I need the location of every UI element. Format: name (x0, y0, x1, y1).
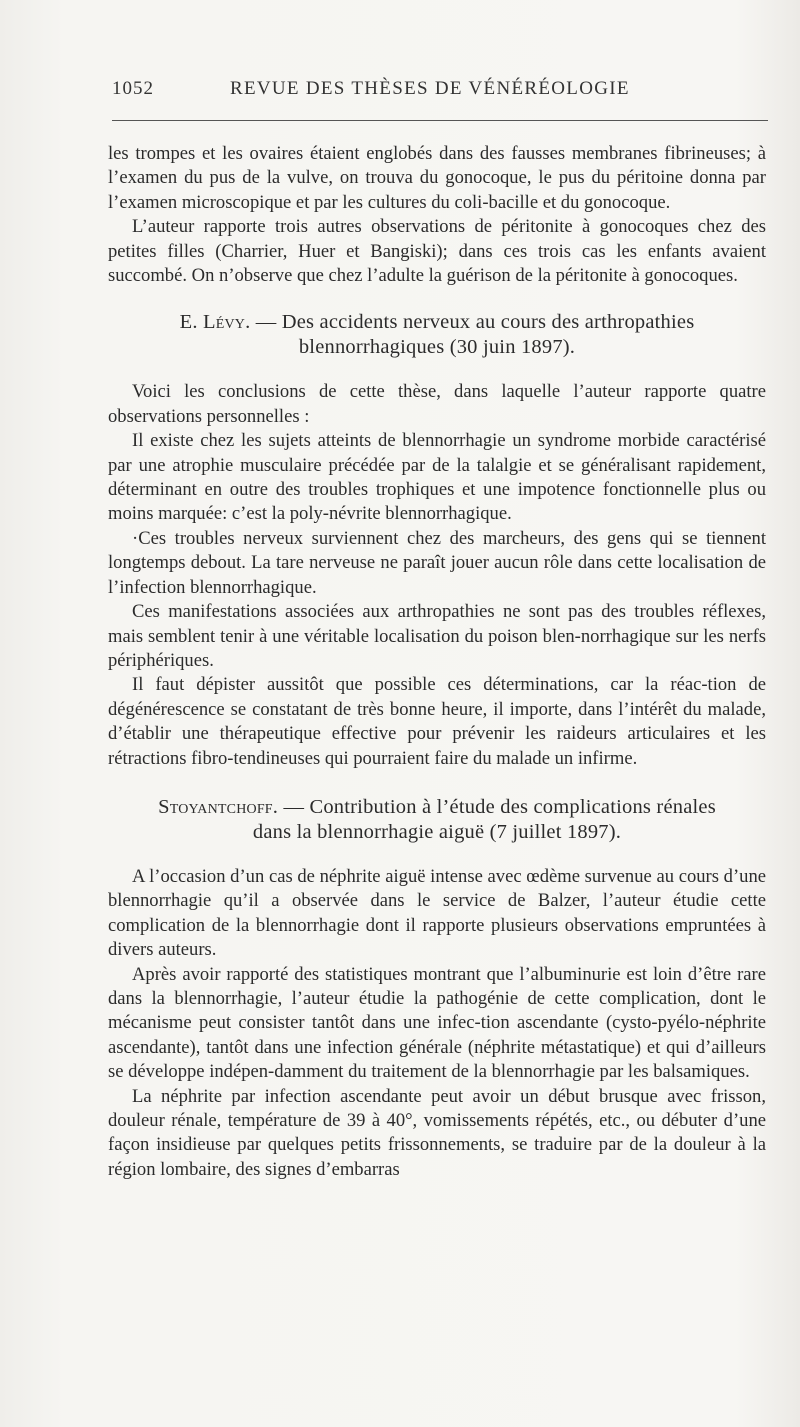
section-author: E. Lévy. (179, 311, 251, 334)
paragraph: Ces manifestations associées aux arthropathies ne sont pas des troubles réflexes, mais semblent tenir à une véritable localisation du poison blen-norrhagique sur les nerfs périphériques. (108, 601, 766, 671)
paragraph: L’auteur rapporte trois autres observations de péritonite à gonocoques chez des petites filles (Charrier, Huer et Bangiski); dans ces trois cas les enfants avaient succombé. On n’observe que chez l’adulte la guérison de la péritonite à gonocoques. (108, 216, 766, 287)
paragraph: A l’occasion d’un cas de néphrite aiguë intense avec œdème survenue au cours d’une blennorrhagie qu’il a observée dans le service de Balzer, l’auteur étudie cette complication de la blennorrhagie dont il rapporte plusieurs observations empruntées à divers auteurs. (108, 865, 766, 961)
header-rule (112, 120, 768, 121)
paragraph: La néphrite par infection ascendante peut avoir un début brusque avec frisson, douleur rénale, température de 39 à 40°, vomissements répétés, etc., ou débuter d’une façon insidieuse par quelques petits frissonnements, se traduire par de la douleur à la région lombaire, des signes d’embarras (108, 1085, 766, 1180)
section-title-line2: dans la blennorrhagie aiguë (7 juillet 1897). (252, 820, 622, 843)
section-heading-levy (108, 310, 766, 360)
body-text (108, 142, 766, 1182)
paragraph: Voici les conclusions de cette thèse, dans laquelle l’auteur rapporte quatre observations personnelles : (108, 381, 766, 427)
section-title-line2: blennorrhagiques (30 juin 1897). (298, 336, 576, 359)
paragraph: Il faut dépister aussitôt que possible ces déterminations, car la réac-tion de dégénérescence se constatant de très bonne heure, il importe, dans l’intérêt du malade, d’établir une thérapeutique effective pour prévenir les raideurs articulaires et les rétractions fibro-tendineuses qui pourraient faire du malade un infirme. (108, 674, 766, 769)
paragraph: ·Ces troubles nerveux surviennent chez des marcheurs, des gens qui se tiennent longtemps debout. La tare nerveuse ne paraît jouer aucun rôle dans cette localisation de l’infection blennorrhagique. (108, 527, 766, 598)
paragraph: les trompes et les ovaires étaient englobés dans des fausses membranes fibrineuses; à l’examen du pus de la vulve, on trouva du gonocoque, le pus du péritoine donna par l’examen microscopique et par les cultures du coli-bacille et du gonocoque. (108, 143, 766, 213)
section-title-line1: — Contribution à l’étude des complications rénales (278, 795, 716, 818)
section-heading-stoyantchoff (108, 795, 766, 845)
section-author: Stoyantchoff. (158, 795, 279, 818)
paragraph: Il existe chez les sujets atteints de blennorrhagie un syndrome morbide caractérisé par une atrophie musculaire précédée par de la talalgie et se généralisant rapidement, déterminant en outre des troubles trophiques et une impotence fonctionnelle plus ou moins marquée: c’est la poly-névrite blennorrhagique. (108, 430, 766, 525)
page-number: 1052 (112, 78, 154, 99)
paragraph: Après avoir rapporté des statistiques montrant que l’albuminurie est loin d’être rare dans la blennorrhagie, l’auteur étudie la pathogénie de cette complication, dont le mécanisme peut consister tantôt dans une infec-tion ascendante (cysto-pyélo-néphrite ascendante), tantôt dans une infection générale (néphrite métastatique) et qui d’ailleurs se développe indépen-damment du traitement de la blennorrhagie par les balsamiques. (108, 963, 766, 1083)
journal-title: REVUE DES THÈSES DE VÉNÉRÉOLOGIE (230, 78, 630, 99)
section-title-line1: — Des accidents nerveux au cours des arthropathies (250, 311, 695, 334)
